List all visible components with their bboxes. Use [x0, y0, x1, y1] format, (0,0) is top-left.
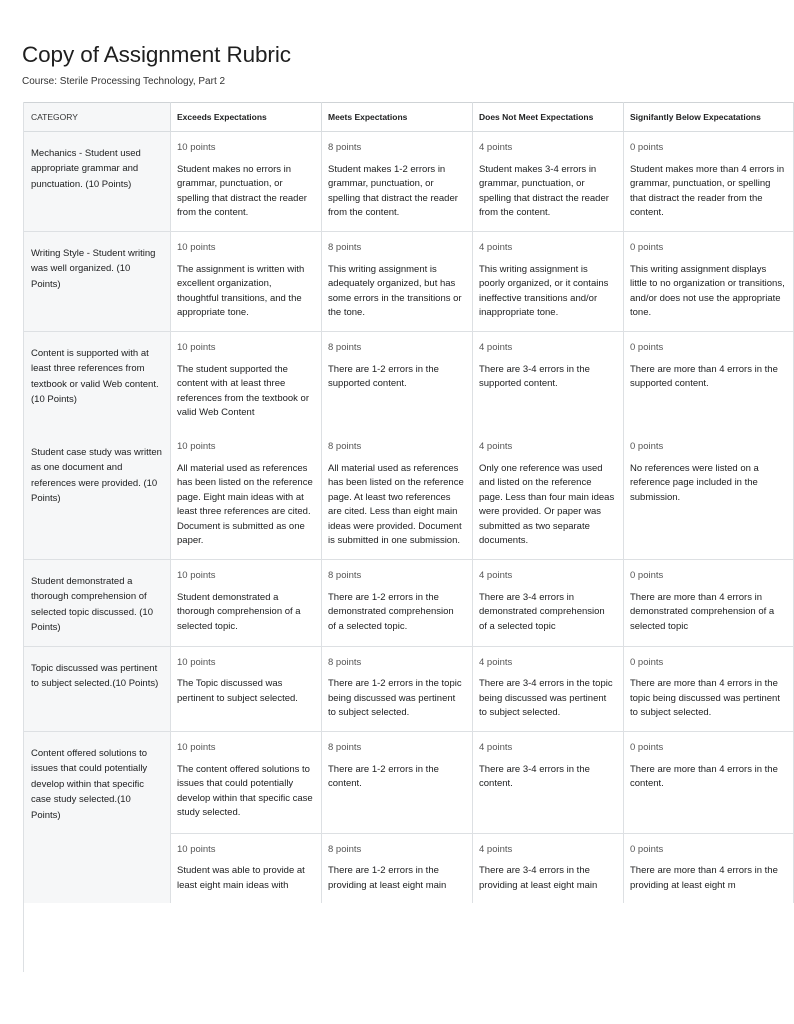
rating-points: 10 points [177, 241, 216, 253]
rating-points: 8 points [328, 341, 362, 353]
rating-cell [473, 560, 624, 647]
table-row [24, 646, 794, 731]
rating-cell [624, 646, 794, 731]
rating-description: The assignment is written with excellent organization, thoughtful transitions, and the appropriate tone. [177, 263, 305, 319]
rating-description: Student makes more than 4 errors in grammar, punctuation, or spelling that distract the reader from the content. [630, 163, 785, 219]
rating-points: 4 points [479, 241, 513, 253]
rating-description: There are more than 4 errors in the topic being discussed was pertinent to subject selected. [630, 678, 780, 719]
rating-description: Student demonstrated a thorough comprehension of a selected topic. [177, 591, 301, 632]
rating-cell [322, 833, 473, 903]
criterion-label: Student case study was written as one document and references were provided. (10 Points) [24, 431, 171, 560]
rating-cell [473, 231, 624, 331]
rating-cell [171, 646, 322, 731]
header-category: CATEGORY [24, 103, 171, 132]
rating-cell [322, 732, 473, 834]
rating-points: 0 points [630, 142, 664, 153]
rating-points: 4 points [479, 440, 513, 452]
rating-cell [171, 231, 322, 331]
rating-cell [322, 431, 473, 560]
rating-points: 8 points [328, 656, 362, 668]
rating-cell [171, 431, 322, 560]
rating-points: 4 points [479, 843, 513, 855]
rating-description: All material used as references has been listed on the reference page. At least two references are cited. Less than eight main ideas were provided. Document is submitted in one submission. [328, 462, 464, 547]
rating-description: The student supported the content with at least three references from the textbook or valid Web Content [177, 363, 310, 419]
rating-cell [171, 560, 322, 647]
rating-points: 8 points [328, 843, 362, 855]
rating-points: 10 points [177, 142, 216, 153]
rating-points: 8 points [328, 142, 362, 153]
rating-cell [322, 646, 473, 731]
rating-description: There are 3-4 errors in the topic being discussed was pertinent to subject selected. [479, 678, 613, 719]
rating-description: There are more than 4 errors in demonstrated comprehension of a selected topic [630, 591, 775, 632]
table-row [24, 132, 794, 232]
rating-points: 4 points [479, 570, 513, 582]
rating-points: 8 points [328, 241, 362, 253]
rating-points: 10 points [177, 341, 216, 353]
rating-cell [473, 132, 624, 232]
rating-points: 0 points [630, 843, 664, 855]
rating-description: There are 1-2 errors in the demonstrated comprehension of a selected topic. [328, 591, 454, 632]
table-row [24, 560, 794, 647]
rating-description: Student makes 1-2 errors in grammar, punctuation, or spelling that distract the reader from the content. [328, 163, 458, 219]
rating-description: There are 1-2 errors in the providing at least eight main [328, 865, 447, 891]
header-meets: Meets Expectations [322, 103, 473, 132]
rating-points: 10 points [177, 742, 216, 754]
rating-points: 8 points [328, 440, 362, 452]
page-title: Copy of Assignment Rubric [22, 42, 291, 67]
criterion-label: Topic discussed was pertinent to subject selected.(10 Points) [24, 646, 171, 731]
rating-points: 10 points [177, 440, 216, 452]
rating-description: This writing assignment displays little to no organization or transitions, and/or does not use the appropriate tone. [630, 263, 785, 319]
criterion-label: Student demonstrated a thorough comprehension of selected topic discussed. (10 Points) [24, 560, 171, 647]
rating-description: There are more than 4 errors in the content. [630, 763, 778, 790]
rating-cell [322, 560, 473, 647]
rating-description: Student makes 3-4 errors in grammar, punctuation, or spelling that distract the reader from the content. [479, 163, 609, 219]
table-row [24, 732, 794, 834]
rating-description: There are more than 4 errors in the supported content. [630, 363, 778, 390]
rating-points: 0 points [630, 440, 664, 452]
header-exceeds: Exceeds Expectations [171, 103, 322, 132]
rating-cell [624, 732, 794, 834]
rating-cell [624, 331, 794, 430]
rating-cell [473, 833, 624, 903]
rating-points: 0 points [630, 742, 664, 754]
rating-cell [473, 732, 624, 834]
criterion-label: Content is supported with at least three references from textbook or valid Web content.(10 Points) [24, 331, 171, 430]
rating-description: This writing assignment is adequately organized, but has some errors in the transitions or the tone. [328, 263, 462, 319]
criterion-label [24, 833, 171, 903]
rating-cell [473, 331, 624, 430]
course-subtitle: Course: Sterile Processing Technology, Part 2 [22, 76, 226, 87]
rating-description: No references were listed on a reference page included in the submission. [630, 462, 759, 503]
rating-description: The Topic discussed was pertinent to subject selected. [177, 678, 298, 704]
rating-cell [322, 231, 473, 331]
rating-points: 8 points [328, 570, 362, 582]
rating-description: The content offered solutions to issues that could potentially develop within that specific case study selected. [177, 763, 313, 819]
criterion-label: Content offered solutions to issues that could potentially develop within that specific case study selected.(10 Points) [24, 732, 171, 834]
header-does-not-meet: Does Not Meet Expectations [473, 103, 624, 132]
rating-points: 4 points [479, 742, 513, 754]
table-header-row [24, 103, 794, 132]
rating-points: 0 points [630, 570, 664, 582]
rating-cell [171, 732, 322, 834]
rating-description: There are more than 4 errors in the providing at least eight m [630, 865, 778, 891]
rating-points: 10 points [177, 843, 216, 855]
criterion-label: Writing Style - Student writing was well organized. (10 Points) [24, 231, 171, 331]
rating-description: There are 1-2 errors in the content. [328, 763, 439, 790]
table-row [24, 231, 794, 331]
rating-cell [473, 431, 624, 560]
rating-cell [171, 132, 322, 232]
rating-points: 8 points [328, 742, 362, 754]
rating-points: 10 points [177, 656, 216, 668]
rating-points: 0 points [630, 341, 664, 353]
rating-cell [171, 833, 322, 903]
rating-cell [624, 132, 794, 232]
table-row [24, 431, 794, 560]
rating-points: 0 points [630, 241, 664, 253]
table-row [24, 833, 794, 903]
rating-points: 4 points [479, 341, 513, 353]
rating-points: 0 points [630, 656, 664, 668]
criterion-label: Mechanics - Student used appropriate grammar and punctuation. (10 Points) [24, 132, 171, 232]
rating-cell [624, 431, 794, 560]
header-significantly-below: Signifantly Below Expecatations [624, 103, 794, 132]
rubric-table [23, 102, 794, 903]
rating-cell [624, 833, 794, 903]
rating-description: There are 3-4 errors in the providing at least eight main [479, 865, 598, 891]
rating-description: Only one reference was used and listed on the reference page. Less than four main ideas were provided. Or paper was submitted as two separate documents. [479, 462, 615, 547]
rating-description: This writing assignment is poorly organized, or it contains ineffective transitions and/or inappropriate tone. [479, 263, 609, 319]
rating-description: All material used as references has been listed on the reference page. Eight main ideas with at least three references are cited. Document is submitted as one paper. [177, 462, 313, 547]
rubric-table-container [23, 102, 785, 972]
rating-description: Student was able to provide at least eight main ideas with [177, 865, 305, 891]
rating-description: There are 3-4 errors in demonstrated comprehension of a selected topic [479, 591, 605, 632]
rating-description: There are 3-4 errors in the supported content. [479, 363, 590, 390]
rating-cell [473, 646, 624, 731]
rating-description: There are 3-4 errors in the content. [479, 763, 590, 790]
rating-cell [624, 560, 794, 647]
rating-description: Student makes no errors in grammar, punctuation, or spelling that distract the reader from the content. [177, 163, 307, 219]
rating-cell [322, 132, 473, 232]
rating-cell [171, 331, 322, 430]
rating-description: There are 1-2 errors in the topic being discussed was pertinent to subject selected. [328, 678, 462, 719]
rating-cell [322, 331, 473, 430]
rating-points: 10 points [177, 570, 216, 582]
rating-points: 4 points [479, 656, 513, 668]
rating-points: 4 points [479, 142, 513, 153]
rating-description: There are 1-2 errors in the supported content. [328, 363, 439, 390]
rating-cell [624, 231, 794, 331]
table-row [24, 331, 794, 430]
